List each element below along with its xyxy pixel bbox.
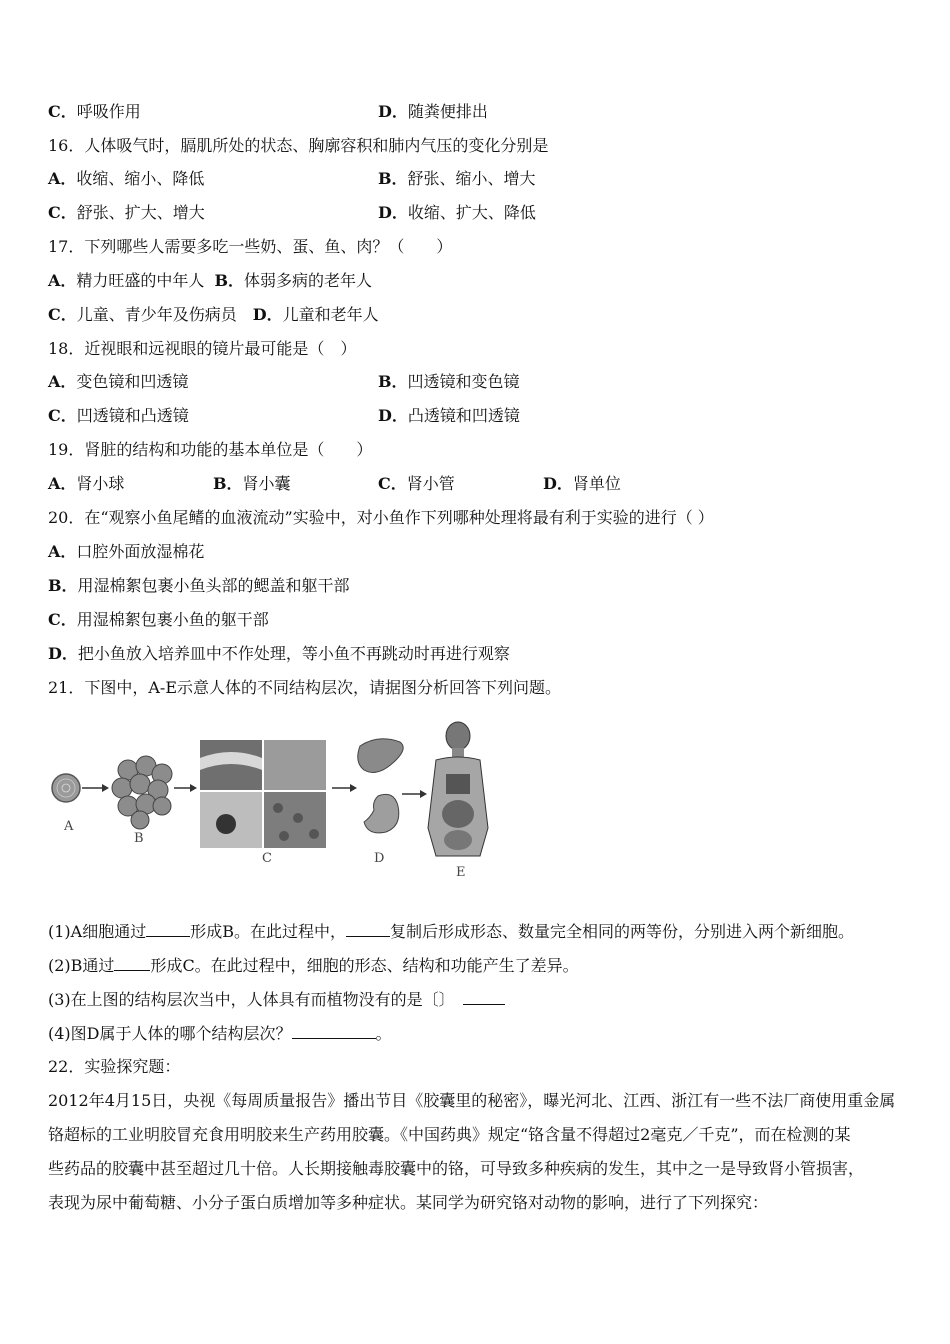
q18-option-a: A．变色镜和凹透镜 [48,372,189,391]
figure-label-a: A [64,819,74,834]
q21-sub3: (3)在上图的结构层次当中，人体具有而植物没有的是〔〕 [48,988,505,1011]
q16-option-b: B．舒张、缩小、增大 [378,169,536,188]
q20-option-d: D．把小鱼放入培养皿中不作处理，等小鱼不再跳动时再进行观察 [48,644,510,663]
tissue-c-icon [200,740,326,848]
q16-stem: 16．人体吸气时，膈肌所处的状态、胸廓容积和肺内气压的变化分别是 [48,136,549,155]
q15-option-c: C．呼吸作用 [48,102,141,121]
answer-blank[interactable] [146,920,190,937]
q18-option-c: C．凹透镜和凸透镜 [48,406,189,425]
answer-blank[interactable] [346,920,390,937]
q20-stem: 20．在“观察小鱼尾鳍的血液流动”实验中，对小鱼作下列哪种处理将最有利于实验的进行（ ） [48,508,714,527]
q20-option-a: A．口腔外面放湿棉花 [48,542,205,561]
q20-option-c: C．用湿棉絮包裹小鱼的躯干部 [48,610,269,629]
q18-option-b: B．凹透镜和变色镜 [378,372,520,391]
q19-option-c: C．肾小管 [378,474,455,493]
q18-option-d: D．凸透镜和凹透镜 [378,406,520,425]
arrow-icon [174,784,197,792]
q17-stem: 17．下列哪些人需要多吃一些奶、蛋、鱼、肉？（ ） [48,237,453,256]
answer-blank[interactable] [463,988,505,1005]
q21-stem: 21．下图中，A-E示意人体的不同结构层次，请据图分析回答下列问题。 [48,678,562,697]
arrow-icon [402,790,427,798]
cell-a-icon [52,774,80,802]
q15-option-d: D．随粪便排出 [378,102,488,121]
structure-levels-diagram [48,718,508,888]
arrow-icon [82,784,109,792]
structure-levels-figure [48,718,508,888]
q16-option-c: C．舒张、扩大、增大 [48,203,205,222]
q19-option-a: A．肾小球 [48,474,125,493]
figure-label-c: C [262,851,272,866]
q17-options-ab: A．精力旺盛的中年人 B．体弱多病的老年人 [48,271,372,290]
q22-paragraph-line: 些药品的胶囊中甚至超过几十倍。人长期接触毒胶囊中的铬，可导致多种疾病的发生，其中之一是导致肾小管损害， [48,1159,865,1178]
human-body-e-icon [428,722,488,856]
q20-option-b: B．用湿棉絮包裹小鱼头部的鳃盖和躯干部 [48,576,350,595]
answer-blank[interactable] [292,1022,376,1039]
q22-stem: 22．实验探究题： [48,1057,181,1076]
q21-sub2: (2)B通过 形成C。在此过程中，细胞的形态、结构和功能产生了差异。 [48,956,579,975]
cell-cluster-b-icon [112,756,172,829]
figure-label-d: D [374,851,385,866]
q18-stem: 18．近视眼和远视眼的镜片最可能是（ ） [48,339,357,358]
arrow-icon [332,784,357,792]
q22-paragraph-line: 2012年4月15日，央视《每周质量报告》播出节目《胶囊里的秘密》，曝光河北、江西、浙江有一些不法厂商使用重金属 [48,1091,896,1110]
answer-blank[interactable] [114,954,150,971]
q17-options-cd: C．儿童、青少年及伤病员 D．儿童和老年人 [48,305,379,324]
organ-d-icon [358,739,403,833]
q19-option-b: B．肾小囊 [213,474,291,493]
q19-option-d: D．肾单位 [543,474,621,493]
q16-option-d: D．收缩、扩大、降低 [378,203,536,222]
q22-paragraph-line: 表现为尿中葡萄糖、小分子蛋白质增加等多种症状。某同学为研究铬对动物的影响，进行了下列探究： [48,1193,769,1212]
figure-label-e: E [456,865,466,880]
q21-sub1: (1)A细胞通过 形成B。在此过程中， 复制后形成形态、数量完全相同的两等份，分别进入两个新细胞。 [48,922,855,941]
q21-sub4: (4)图D属于人体的哪个结构层次？ 。 [48,1024,392,1043]
q16-option-a: A．收缩、缩小、降低 [48,169,205,188]
q22-paragraph-line: 铬超标的工业明胶冒充食用明胶来生产药用胶囊。《中国药典》规定“铬含量不得超过2毫克／千克”，而在检测的某 [48,1125,851,1144]
q19-stem: 19．肾脏的结构和功能的基本单位是（ ） [48,440,373,459]
figure-label-b: B [134,831,144,846]
